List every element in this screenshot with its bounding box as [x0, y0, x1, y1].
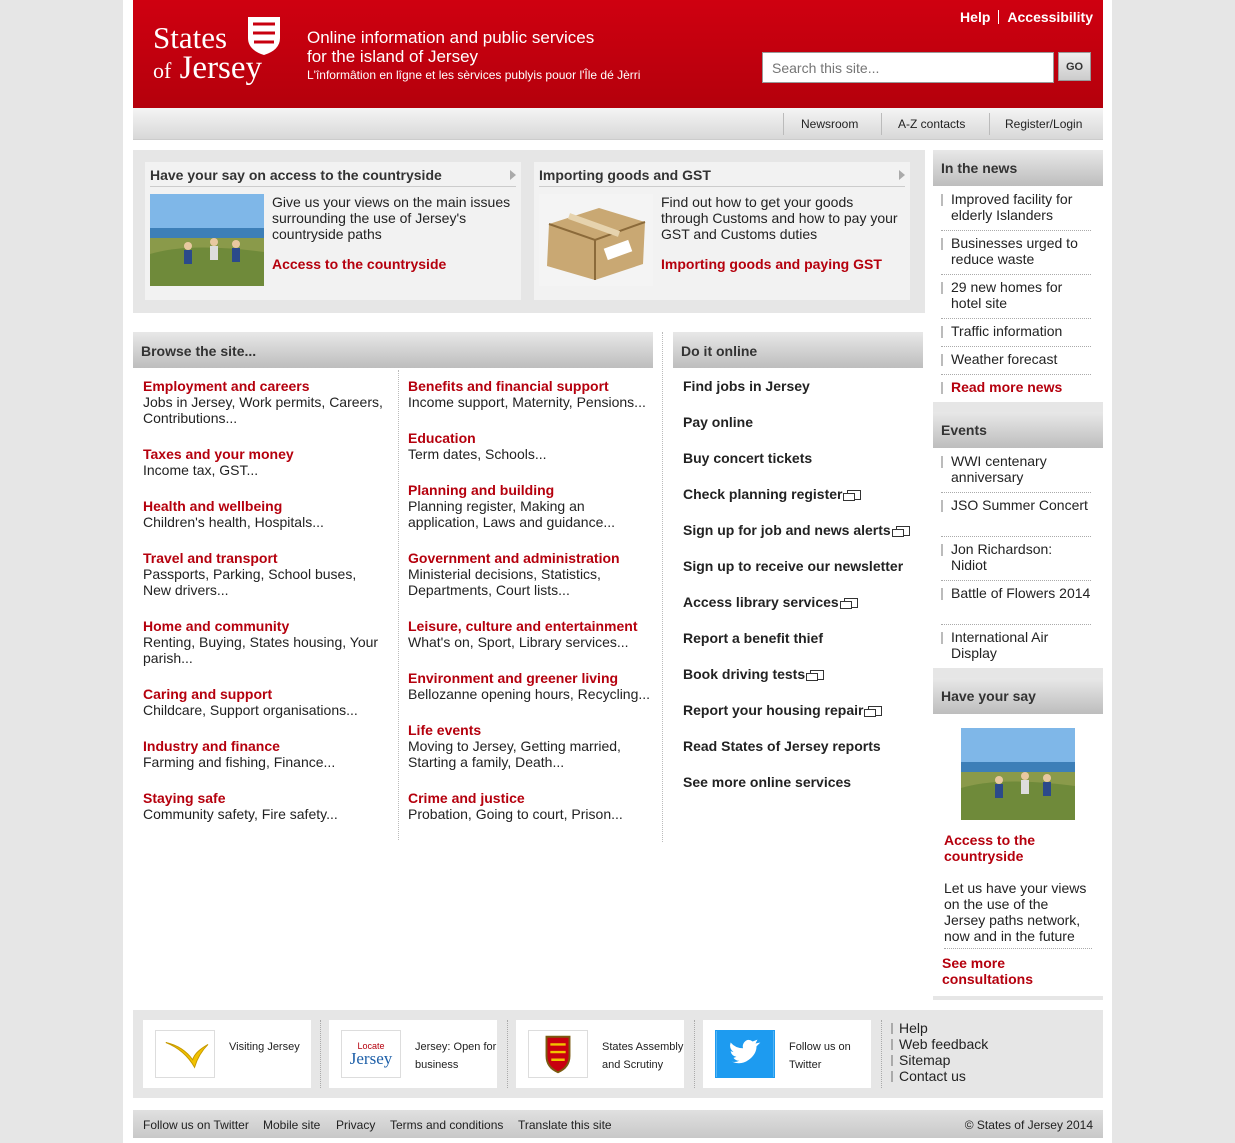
category-title[interactable]: Travel and transport [143, 550, 278, 566]
online-item[interactable]: Pay online [683, 414, 754, 430]
subnav-divider [989, 113, 990, 135]
news-item[interactable]: Traffic information [941, 323, 1091, 347]
category-desc: Jobs in Jersey, Work permits, Careers, Contributions... [143, 394, 383, 426]
logo-text-states: States [153, 20, 228, 55]
bottom-terms-link[interactable]: Terms and conditions [390, 1118, 504, 1132]
help-link[interactable]: Help [960, 9, 991, 25]
category-title[interactable]: Life events [408, 722, 482, 738]
featured-promos [133, 150, 925, 313]
subnav-divider [783, 113, 784, 135]
category-desc: Term dates, Schools... [408, 446, 547, 462]
browse-column-divider [398, 370, 399, 840]
online-item[interactable]: Book driving tests [683, 666, 824, 682]
online-item[interactable]: Access library services [683, 594, 858, 610]
footer-web-feedback-link[interactable]: Web feedback [891, 1036, 988, 1052]
external-window-icon [847, 490, 861, 500]
category-education [408, 430, 653, 462]
external-window-icon [810, 670, 824, 680]
category-desc: Farming and fishing, Finance... [143, 754, 336, 770]
read-more-news-link[interactable]: Read more news [941, 379, 1091, 399]
category-title[interactable]: Industry and finance [143, 738, 280, 754]
category-government [408, 550, 653, 598]
browse-categories [133, 368, 653, 843]
category-environment [408, 670, 653, 702]
parcel-image[interactable] [539, 194, 653, 286]
footer-box-label: Jersey: Open for business [415, 1041, 497, 1071]
category-desc: Income tax, GST... [143, 462, 259, 478]
category-title[interactable]: Crime and justice [408, 790, 525, 806]
category-desc: Income support, Maternity, Pensions... [408, 394, 646, 410]
events-heading: Events [933, 412, 1103, 448]
category-industry [143, 738, 388, 770]
feature-countryside [145, 162, 521, 300]
category-safety [143, 790, 388, 822]
arrow-right-icon [899, 170, 905, 180]
news-item[interactable]: 29 new homes for hotel site [941, 279, 1091, 319]
category-desc: What's on, Sport, Library services... [408, 634, 629, 650]
footer-twitter[interactable] [703, 1020, 871, 1088]
external-window-icon [896, 526, 910, 536]
category-title[interactable]: Employment and careers [143, 378, 310, 394]
category-desc: Moving to Jersey, Getting married, Starting a family, Death... [408, 738, 621, 770]
feature-heading[interactable]: Have your say on access to the countryside [150, 167, 442, 183]
site-logo[interactable] [153, 16, 283, 94]
category-title[interactable]: Education [408, 430, 476, 446]
category-taxes [143, 446, 388, 478]
category-benefits [408, 378, 653, 410]
feature-heading[interactable]: Importing goods and GST [539, 167, 711, 183]
subnav-divider [881, 113, 882, 135]
external-window-icon [844, 598, 858, 608]
bottom-bar [133, 1110, 1103, 1138]
category-title[interactable]: Leisure, culture and entertainment [408, 618, 638, 634]
category-desc: Probation, Going to court, Prison... [408, 806, 623, 822]
news-item[interactable]: Businesses urged to reduce waste [941, 235, 1091, 275]
external-window-icon [868, 706, 882, 716]
search-input[interactable] [762, 52, 1054, 83]
category-title[interactable]: Government and administration [408, 550, 620, 566]
states-crest-icon [528, 1030, 588, 1078]
event-item[interactable]: International Air Display [941, 629, 1091, 665]
tagline [307, 28, 640, 82]
footer-box-label: Visiting Jersey [229, 1041, 300, 1053]
online-item[interactable]: Buy concert tickets [683, 450, 813, 466]
category-crime [408, 790, 653, 822]
top-links [960, 9, 1093, 25]
event-item[interactable]: Jon Richardson: Nidiot [941, 541, 1091, 581]
bottom-translate-link[interactable]: Translate this site [518, 1118, 612, 1132]
footer-visiting-jersey[interactable] [143, 1020, 311, 1088]
category-leisure [408, 618, 653, 650]
category-health [143, 498, 388, 530]
have-your-say-text: Let us have your views on the use of the Jersey paths network, now and in the future [944, 880, 1092, 949]
footer-box-label: Follow us on Twitter [789, 1041, 851, 1071]
category-desc: Childcare, Support organisations... [143, 702, 358, 718]
logo-text-jersey: of Jersey [153, 50, 263, 86]
footer-divider [320, 1020, 321, 1088]
bottom-mobile-link[interactable]: Mobile site [263, 1118, 321, 1132]
jersey-crest-icon [247, 16, 281, 56]
category-desc: Renting, Buying, States housing, Your parish... [143, 634, 379, 666]
footer-help-link[interactable]: Help [891, 1020, 988, 1036]
feature-importing-goods [534, 162, 910, 300]
category-desc: Children's health, Hospitals... [143, 514, 324, 530]
category-travel [143, 550, 388, 598]
category-home [143, 618, 388, 666]
news-item[interactable]: Improved facility for elderly Islanders [941, 191, 1091, 231]
online-item[interactable]: Find jobs in Jersey [683, 378, 810, 394]
online-item[interactable]: Report a benefit thief [683, 630, 824, 646]
site-header [133, 0, 1103, 108]
footer-promos [133, 1010, 1103, 1098]
have-your-say-box [933, 714, 1103, 996]
tagline-line2: for the island of Jersey [307, 47, 479, 66]
online-heading: Do it online [673, 332, 923, 368]
feature-divider [539, 186, 905, 187]
category-title[interactable]: Taxes and your money [143, 446, 294, 462]
feature-link[interactable]: Importing goods and paying GST [661, 256, 882, 272]
category-title[interactable]: Benefits and financial support [408, 378, 609, 394]
footer-contact-link[interactable]: Contact us [891, 1068, 988, 1084]
category-life-events [408, 722, 653, 770]
online-item[interactable]: Sign up for job and news alerts [683, 522, 910, 538]
footer-divider [507, 1020, 508, 1088]
footer-sitemap-link[interactable]: Sitemap [891, 1052, 988, 1068]
category-title[interactable]: Planning and building [408, 482, 555, 498]
tagline-line1: Online information and public services [307, 28, 595, 47]
event-item[interactable]: WWI centenary anniversary [941, 453, 1091, 493]
have-your-say-heading: Have your say [933, 678, 1103, 714]
online-item[interactable]: Report your housing repair [683, 702, 882, 718]
category-desc: Bellozanne opening hours, Recycling... [408, 686, 651, 702]
online-item[interactable]: Read States of Jersey reports [683, 738, 881, 754]
sub-navigation [133, 108, 1103, 140]
have-your-say-link[interactable]: Access to the countryside [944, 832, 1036, 864]
subnav-az-contacts[interactable]: A-Z contacts [898, 117, 966, 131]
category-employment [143, 378, 388, 426]
category-title[interactable]: Staying safe [143, 790, 226, 806]
footer-divider [881, 1020, 882, 1088]
events-list [933, 448, 1103, 668]
page [123, 0, 1112, 1143]
locate-jersey-icon: Locate Jersey [341, 1030, 401, 1078]
online-item[interactable]: Sign up to receive our newsletter [683, 558, 904, 574]
category-planning [408, 482, 653, 530]
feature-text: Find out how to get your goods through Customs and how to pay your GST and Customs duties [661, 194, 898, 242]
footer-box-label: States Assembly and Scrutiny [602, 1041, 684, 1071]
right-sidebar [933, 150, 1103, 1000]
event-item[interactable]: Battle of Flowers 2014 [941, 585, 1091, 625]
countryside-walkers-image[interactable] [150, 194, 264, 286]
footer-links [891, 1020, 988, 1084]
news-item[interactable]: Weather forecast [941, 351, 1091, 375]
news-list [933, 186, 1103, 402]
browse-heading: Browse the site... [133, 332, 653, 368]
category-desc: Community safety, Fire safety... [143, 806, 338, 822]
tagline-jerriais: L'înformâtion en lîgne et les sèrvices publyis pouor l'Île dé Jèrri [307, 68, 641, 82]
bottom-twitter-link[interactable]: Follow us on Twitter [143, 1118, 249, 1132]
category-desc: Planning register, Making an application, Laws and guidance... [408, 498, 616, 530]
search-go-button[interactable]: GO [1058, 52, 1091, 81]
footer-divider [694, 1020, 695, 1088]
category-title[interactable]: Caring and support [143, 686, 273, 702]
subnav-register-login[interactable]: Register/Login [1005, 117, 1083, 131]
feature-link[interactable]: Access to the countryside [272, 256, 447, 272]
browse-online-divider [662, 332, 663, 842]
online-item[interactable]: Check planning register [683, 486, 861, 502]
footer-open-for-business[interactable] [329, 1020, 497, 1088]
subnav-newsroom[interactable]: Newsroom [801, 117, 859, 131]
footer-states-assembly[interactable] [516, 1020, 684, 1088]
feature-text: Give us your views on the main issues surrounding the use of Jersey's countryside paths [272, 194, 511, 242]
top-link-divider [998, 10, 999, 24]
category-title[interactable]: Home and community [143, 618, 290, 634]
category-caring [143, 686, 388, 718]
news-heading: In the news [933, 150, 1103, 186]
visiting-jersey-icon [155, 1030, 215, 1078]
twitter-icon [715, 1030, 775, 1078]
bottom-privacy-link[interactable]: Privacy [336, 1118, 376, 1132]
copyright: © States of Jersey 2014 [964, 1118, 1093, 1132]
category-title[interactable]: Health and wellbeing [143, 498, 283, 514]
feature-divider [150, 186, 516, 187]
category-desc: Ministerial decisions, Statistics, Departments, Court lists... [408, 566, 601, 598]
category-desc: Passports, Parking, School buses, New drivers... [143, 566, 357, 598]
arrow-right-icon [510, 170, 516, 180]
category-title[interactable]: Environment and greener living [408, 670, 619, 686]
online-item[interactable]: See more online services [683, 774, 852, 790]
accessibility-link[interactable]: Accessibility [1007, 9, 1093, 25]
see-more-consultations-link[interactable]: See more consultations [942, 955, 1034, 987]
countryside-walkers-image[interactable] [961, 728, 1075, 820]
event-item[interactable]: JSO Summer Concert [941, 497, 1091, 537]
